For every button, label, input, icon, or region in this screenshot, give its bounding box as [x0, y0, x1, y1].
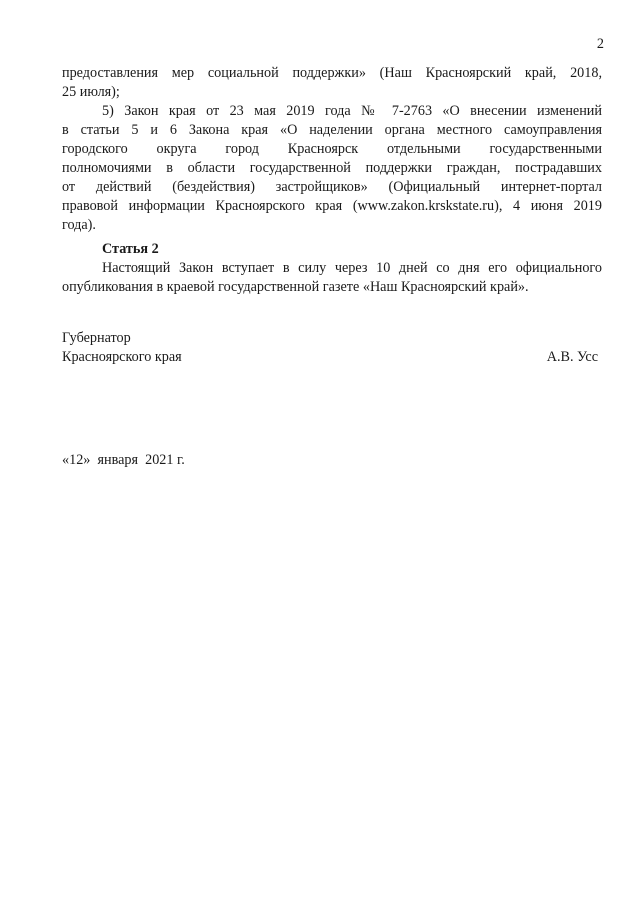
text-line: полномочиями в области государственной поддержки граждан, пострадавших [62, 160, 602, 176]
signature-title [62, 329, 182, 367]
text-line: Настоящий Закон вступает в силу через 10 дней со дня его официального [102, 260, 602, 276]
text-line: опубликования в краевой государственной газете «Наш Красноярский край». [62, 279, 529, 295]
signatory-name: А.В. Усс [546, 349, 598, 365]
signature-title-line: Губернатор [62, 330, 131, 346]
paragraph-4-tail [62, 64, 602, 102]
page-number: 2 [596, 36, 604, 52]
text-line: в статьи 5 и 6 Закона края «О наделении органа местного самоуправления [62, 122, 602, 138]
paragraph-5 [62, 102, 602, 235]
text-line: от действий (бездействия) застройщиков» (Официальный интернет-портал [62, 179, 602, 195]
text-line: предоставления мер социальной поддержки» (Наш Красноярский край, 2018, [62, 65, 602, 81]
text-line: года). [62, 217, 96, 233]
text-line: 5) Закон края от 23 мая 2019 года № 7-2763 «О внесении изменений [102, 103, 602, 119]
document-date: «12» января 2021 г. [62, 452, 185, 468]
signature-title-line: Красноярского края [62, 349, 182, 365]
article-heading: Статья 2 [102, 241, 159, 257]
text-line: правовой информации Красноярского края (www.zakon.krskstate.ru), 4 июня 2019 [62, 198, 602, 214]
text-line: городского округа город Красноярск отдельными государственными [62, 141, 602, 157]
text-line: 25 июля); [62, 84, 120, 100]
article-2 [62, 240, 602, 297]
